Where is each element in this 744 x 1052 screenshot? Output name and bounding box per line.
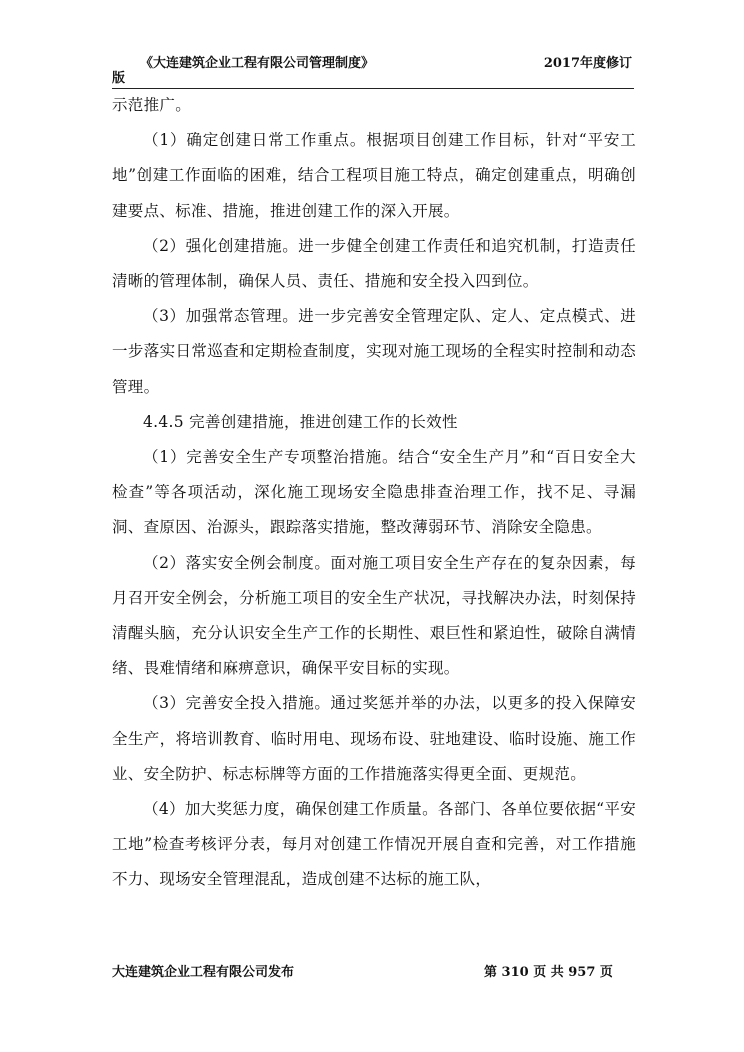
paragraph: （1）确定创建日常工作重点。根据项目创建工作目标，针对“平安工地”创建工作面临的困难，结合工程项目施工特点，确定创建重点，明确创建要点、标准、措施，推进创建工作的深入开展。 xyxy=(112,131,636,220)
page-footer xyxy=(112,961,636,981)
paragraph: （4）加大奖惩力度，确保创建工作质量。各部门、各单位要依据“平安工地”检查考核评分表，每月对创建工作情况开展自查和完善，对工作措施不力、现场安全管理混乱，造成创建不达标的施工队， xyxy=(112,800,636,889)
page-header xyxy=(112,52,634,87)
header-row xyxy=(112,52,634,72)
paragraph: （3）完善安全投入措施。通过奖惩并举的办法，以更多的投入保障安全生产，将培训教育、临时用电、现场布设、驻地建设、临时设施、施工作业、安全防护、标志标牌等方面的工作措施落实得更全面、更规范。 xyxy=(112,694,636,783)
publisher-label: 大连建筑企业工程有限公司发布 xyxy=(112,965,295,980)
edition-label: 2017年度修订 xyxy=(543,56,632,71)
edition-label-wrap: 版 xyxy=(112,71,126,86)
paragraph: （1）完善安全生产专项整治措施。结合“安全生产月”和“百日安全大检查”等各项活动，深化施工现场安全隐患排查治理工作，找不足、寻漏洞、查原因、治源头，跟踪落实措施，整改薄弱环节、消除安全隐患。 xyxy=(112,448,636,537)
section-heading: 4.4.5 完善创建措施，推进创建工作的长效性 xyxy=(143,412,458,431)
document-title: 《大连建筑企业工程有限公司管理制度》 xyxy=(140,56,375,71)
page-number: 第 310 页 共 957 页 xyxy=(484,965,613,980)
paragraph: （2）强化创建措施。进一步健全创建工作责任和追究机制，打造责任清晰的管理体制，确保人员、责任、措施和安全投入四到位。 xyxy=(112,236,636,291)
paragraph: （3）加强常态管理。进一步完善安全管理定队、定人、定点模式、进一步落实日常巡查和定期检查制度，实现对施工现场的全程实时控制和动态管理。 xyxy=(112,307,636,396)
paragraph-continuation: 示范推广。 xyxy=(112,96,192,114)
document-body xyxy=(112,88,636,898)
paragraph: （2）落实安全例会制度。面对施工项目安全生产存在的复杂因素，每月召开安全例会，分析施工项目的安全生产状况，寻找解决办法，时刻保持清醒头脑，充分认识安全生产工作的长期性、艰巨性和紧迫性，破除自满情绪、畏难情绪和麻痹意识，确保平安目标的实现。 xyxy=(112,553,636,678)
